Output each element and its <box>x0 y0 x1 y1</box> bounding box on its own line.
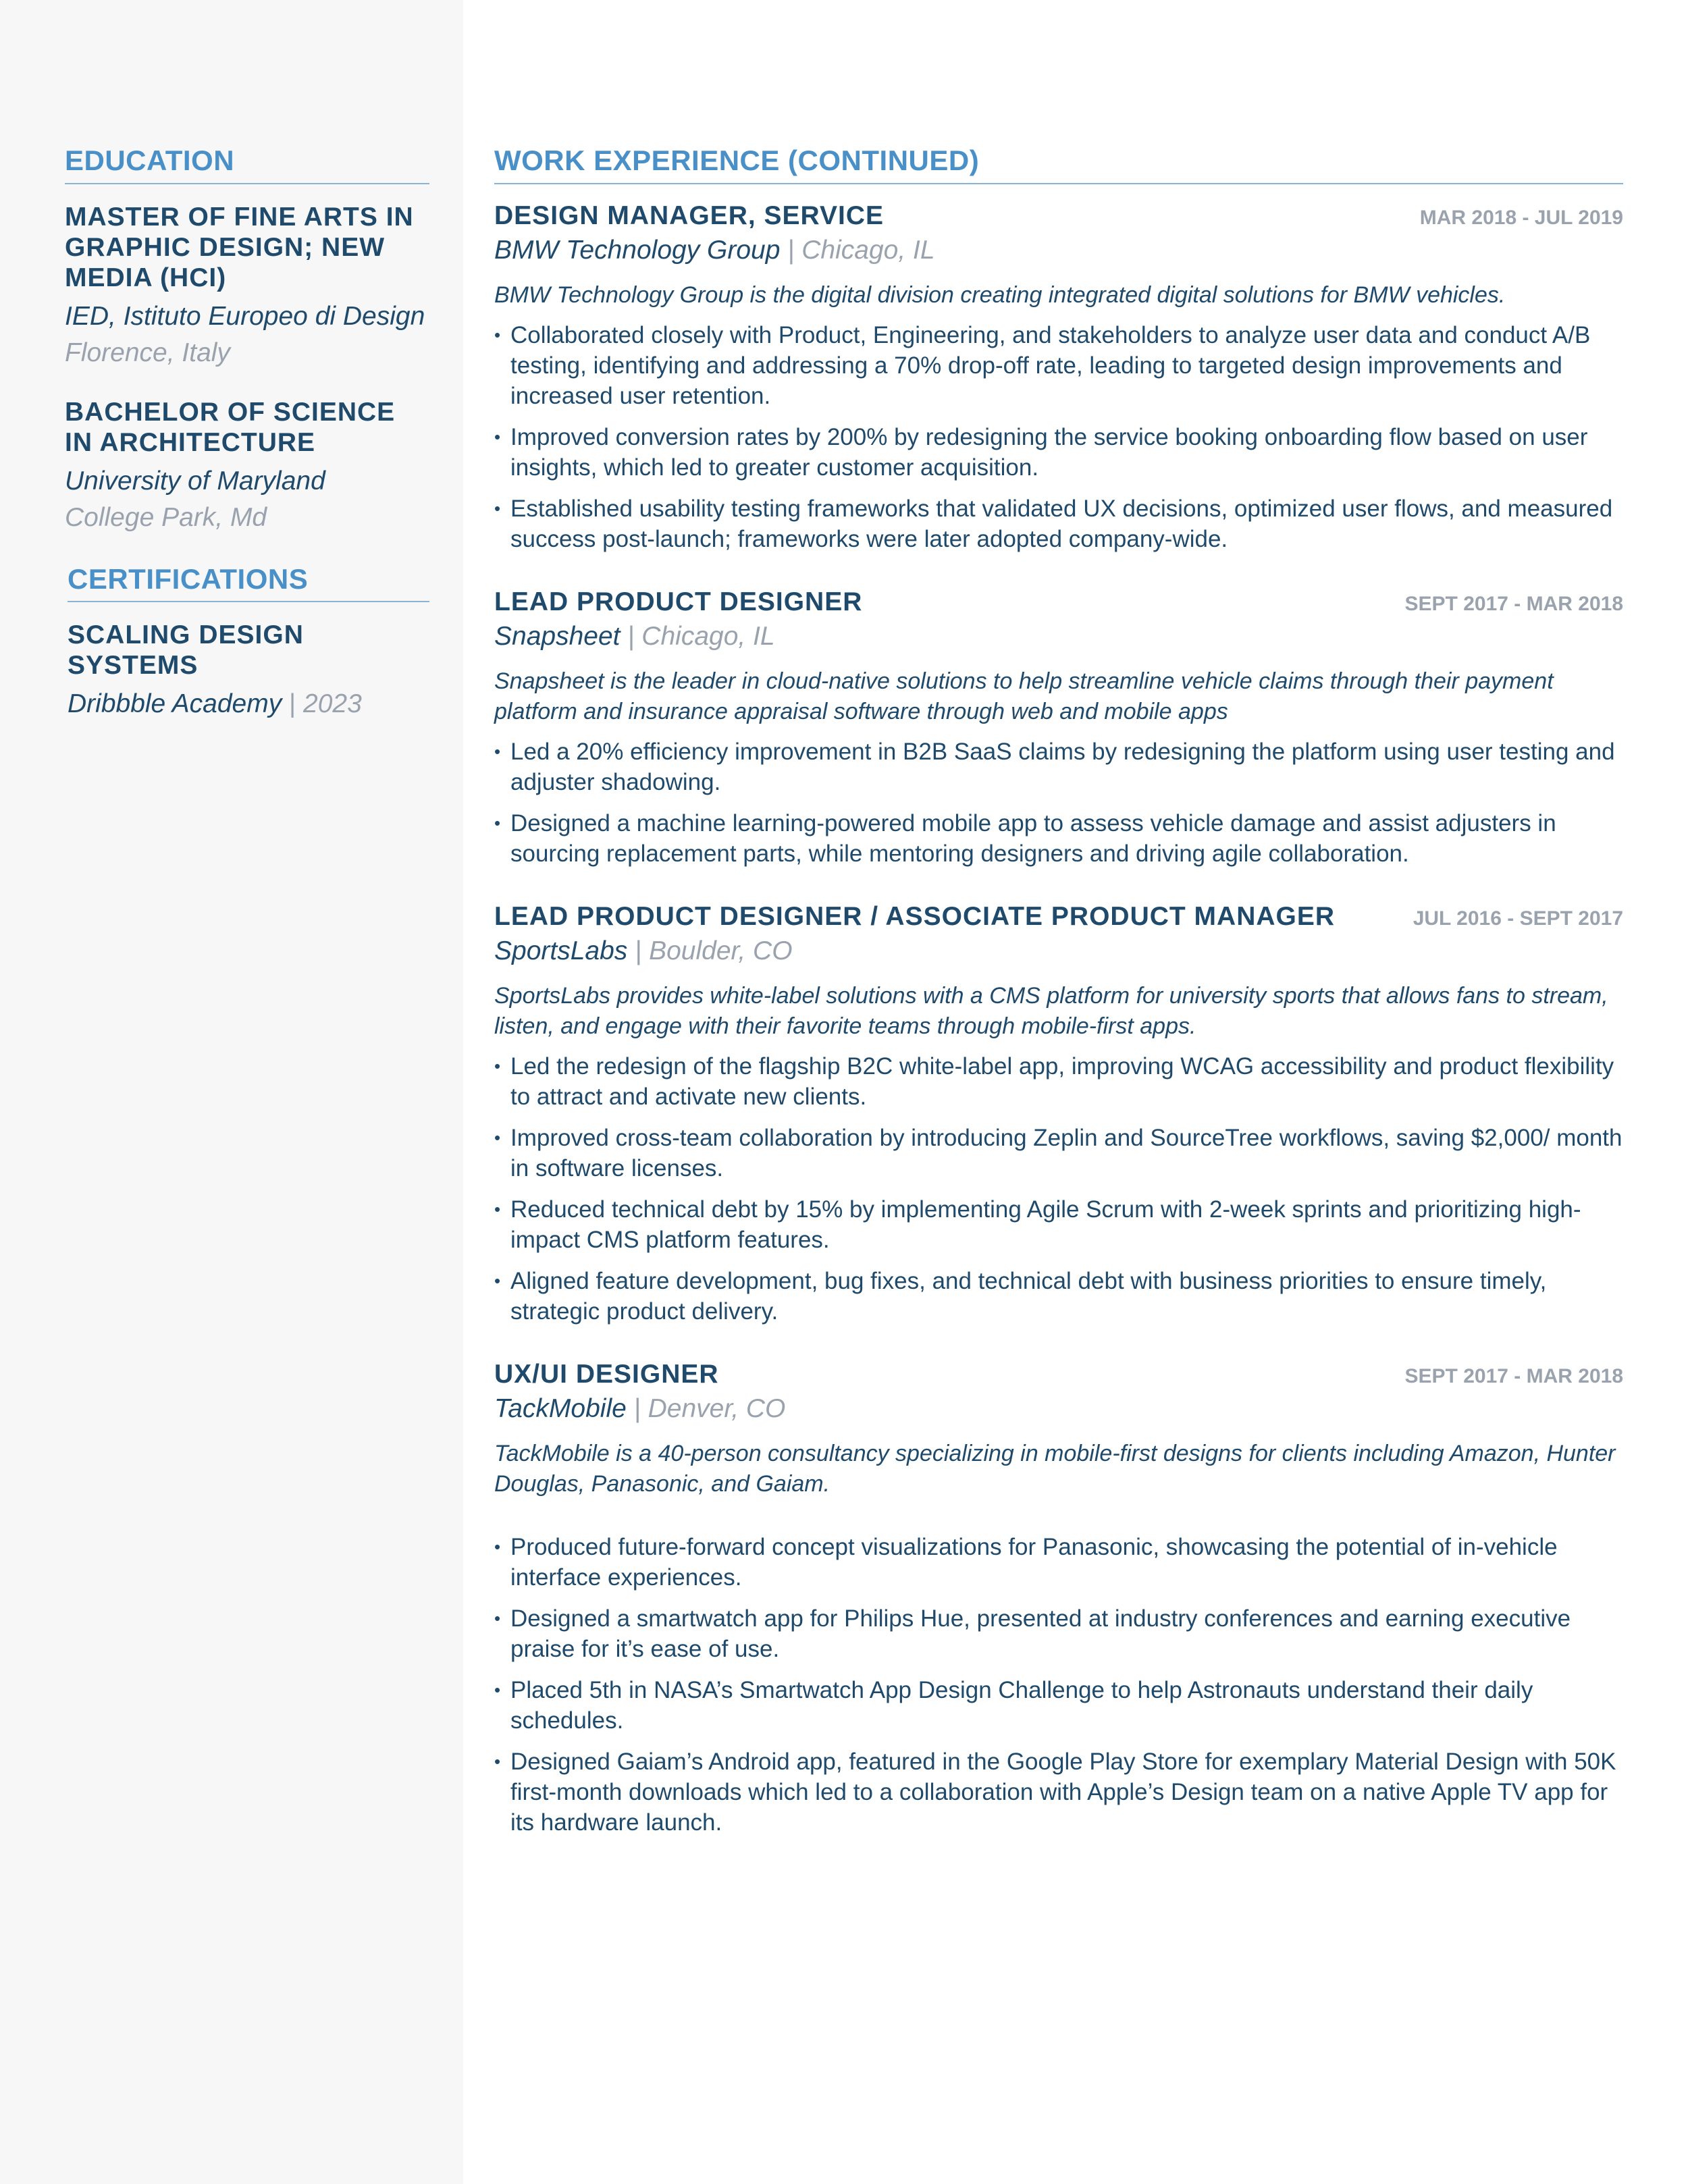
company-name: BMW Technology Group <box>494 235 781 265</box>
job-entry <box>494 199 1623 554</box>
education-entry <box>65 397 429 536</box>
work-experience-heading: WORK EXPERIENCE (CONTINUED) <box>494 143 1623 184</box>
job-dates: JUL 2016 - SEPT 2017 <box>1413 907 1623 930</box>
company-location: | Chicago, IL <box>787 235 935 265</box>
company-name: Snapsheet <box>494 621 621 651</box>
company-name: SportsLabs <box>494 936 628 965</box>
job-company-line <box>494 1391 1623 1427</box>
list-item: • Designed a smartwatch app for Philips Hue, presented at industry conferences and earning executive praise for it’s ease of use. <box>494 1603 1623 1664</box>
list-item: • Designed Gaiam’s Android app, featured in the Google Play Store for exemplary Material Design with 50K first-month downloads which led to a collaboration with Apple’s Design team on a native Apple TV app for its hardware launch. <box>494 1747 1623 1838</box>
degree-title: MASTER OF FINE ARTS IN GRAPHIC DESIGN; NEW MEDIA (HCI) <box>65 202 414 292</box>
job-header <box>494 199 1623 233</box>
list-item: • Improved conversion rates by 200% by redesigning the service booking onboarding flow based on user insights, which led to greater customer acquisition. <box>494 422 1623 483</box>
job-company-line <box>494 934 1623 969</box>
job-header <box>494 585 1623 619</box>
list-item: • Led the redesign of the flagship B2C white-label app, improving WCAG accessibility and product flexibility to attract and activate new clients. <box>494 1051 1623 1112</box>
job-title: UX/UI DESIGNER <box>494 1359 719 1389</box>
certification-separator: | <box>289 689 296 718</box>
education-heading: EDUCATION <box>65 143 429 184</box>
list-item: • Aligned feature development, bug fixes, and technical debt with business priorities to ensure timely, strategic product delivery. <box>494 1266 1623 1327</box>
certification-name: SCALING DESIGN SYSTEMS <box>68 620 304 680</box>
sidebar <box>0 0 463 2184</box>
list-item: • Collaborated closely with Product, Engineering, and stakeholders to analyze user data and conduct A/B testing, identifying and addressing a 70% drop-off rate, leading to targeted design improvements and increased user retention. <box>494 320 1623 411</box>
company-description: TackMobile is a 40-person consultancy specializing in mobile-first designs for clients including Amazon, Hunter Douglas, Panasonic, and Gaiam. <box>494 1440 1616 1497</box>
school-location: College Park, Md <box>65 502 267 532</box>
company-location: | Chicago, IL <box>627 621 775 651</box>
school-name: IED, Istituto Europeo di Design <box>65 301 425 331</box>
job-title: LEAD PRODUCT DESIGNER / ASSOCIATE PRODUCT MANAGER <box>494 901 1336 931</box>
job-company-line <box>494 619 1623 654</box>
job-header <box>494 1358 1623 1391</box>
job-company-line <box>494 233 1623 268</box>
main-content <box>494 143 1623 1869</box>
company-description: SportsLabs provides white-label solutions with a CMS platform for university sports that allows fans to stream, listen, and engage with their favorite teams through mobile-first apps. <box>494 982 1608 1039</box>
job-entry <box>494 900 1623 1327</box>
certification-year: 2023 <box>303 689 362 718</box>
sidebar-content <box>65 143 429 722</box>
job-dates: MAR 2018 - JUL 2019 <box>1419 206 1623 229</box>
certification-entry <box>68 620 429 722</box>
job-entry <box>494 1358 1623 1838</box>
job-header <box>494 900 1623 934</box>
degree-title: BACHELOR OF SCIENCE IN ARCHITECTURE <box>65 397 396 457</box>
job-bullets <box>494 737 1623 869</box>
company-description: BMW Technology Group is the digital division creating integrated digital solutions for BMW vehicles. <box>494 282 1506 308</box>
list-item: • Produced future-forward concept visualizations for Panasonic, showcasing the potential of in-vehicle interface experiences. <box>494 1532 1623 1593</box>
job-entry <box>494 585 1623 869</box>
list-item: • Designed a machine learning-powered mobile app to assess vehicle damage and assist adjusters in sourcing replacement parts, while mentoring designers and driving agile collaboration. <box>494 808 1623 869</box>
job-dates: SEPT 2017 - MAR 2018 <box>1404 592 1623 615</box>
education-entry <box>65 202 429 371</box>
school-location: Florence, Italy <box>65 338 230 367</box>
certifications-heading: CERTIFICATIONS <box>68 562 429 603</box>
certification-source-line <box>68 686 429 722</box>
company-location: | Denver, CO <box>633 1393 786 1423</box>
job-title: DESIGN MANAGER, SERVICE <box>494 201 885 230</box>
list-item: • Placed 5th in NASA’s Smartwatch App Design Challenge to help Astronauts understand their daily schedules. <box>494 1675 1623 1736</box>
job-bullets <box>494 1051 1623 1327</box>
company-description: Snapsheet is the leader in cloud-native solutions to help streamline vehicle claims through their payment platform and insurance appraisal software through web and mobile apps <box>494 668 1554 724</box>
job-dates: SEPT 2017 - MAR 2018 <box>1404 1364 1623 1387</box>
list-item: • Improved cross-team collaboration by introducing Zeplin and SourceTree workflows, saving $2,000/ month in software licenses. <box>494 1123 1623 1183</box>
job-bullets <box>494 1532 1623 1838</box>
company-location: | Boulder, CO <box>635 936 793 965</box>
school-name: University of Maryland <box>65 466 325 496</box>
list-item: • Led a 20% efficiency improvement in B2B SaaS claims by redesigning the platform using user testing and adjuster shadowing. <box>494 737 1623 797</box>
company-name: TackMobile <box>494 1393 627 1423</box>
job-bullets <box>494 320 1623 554</box>
certification-source: Dribbble Academy <box>68 689 282 718</box>
list-item: • Established usability testing frameworks that validated UX decisions, optimized user flows, and measured success post-launch; frameworks were later adopted company-wide. <box>494 494 1623 554</box>
list-item: • Reduced technical debt by 15% by implementing Agile Scrum with 2-week sprints and prioritizing high-impact CMS platform features. <box>494 1194 1623 1255</box>
job-title: LEAD PRODUCT DESIGNER <box>494 587 863 616</box>
